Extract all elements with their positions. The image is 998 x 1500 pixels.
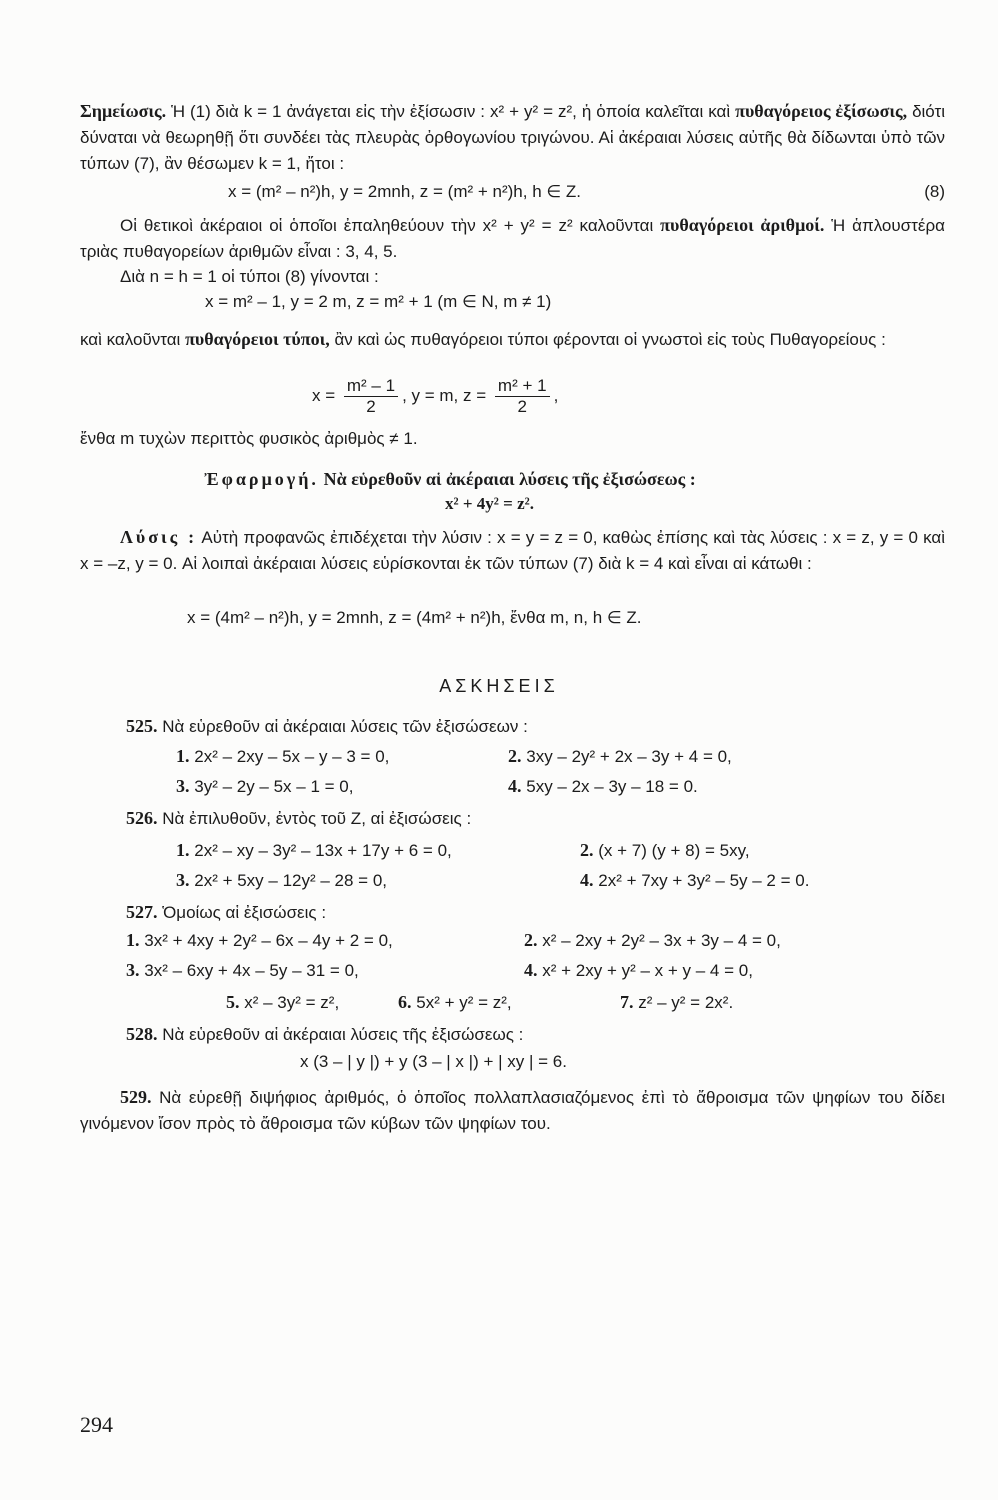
pythagorean-numbers-paragraph [80, 212, 945, 265]
remark-bold-2: πυθαγόρειοι ἀριθμοί. [660, 215, 825, 235]
part-number: 1. [126, 930, 140, 950]
remark-text-5: Διὰ n = h = 1 οἱ τύποι (8) γίνονται : [120, 267, 379, 286]
fraction-z-numerator: m² + 1 [495, 376, 550, 397]
part-equation: 2x² + 5xy – 12y² – 28 = 0, [194, 871, 388, 890]
exercise-number: 529. [120, 1087, 152, 1107]
exercise-part [126, 960, 359, 981]
fraction-y-middle: , y = m, z = [402, 385, 487, 405]
part-equation: 2x² + 7xy + 3y² – 5y – 2 = 0. [598, 871, 810, 890]
application-label: Ἐφαρμογή. [204, 469, 319, 489]
fraction-z [495, 376, 550, 417]
exercise-part [176, 776, 353, 797]
exercise-part [508, 776, 698, 797]
remark-text-4: Ἡ ἁπλουστέρα τριὰς πυθαγορείων ἀριθμῶν εἶναι : 3, 4, 5. [80, 216, 945, 261]
application-heading [80, 466, 820, 493]
solution-paragraph [80, 524, 945, 577]
remark-text-3: Οἱ θετικοὶ ἀκέραιοι οἱ ὁποῖοι ἐπαληθεύουν τὴν x² + y² = z² καλοῦνται [120, 216, 654, 235]
part-number: 4. [508, 776, 522, 796]
exercise-part [176, 840, 452, 861]
remark-text-6: καὶ καλοῦνται [80, 330, 181, 349]
part-equation: 3x² + 4xy + 2y² – 6x – 4y + 2 = 0, [144, 931, 393, 950]
exercise-part [580, 870, 809, 891]
exercise-part [226, 992, 339, 1013]
fraction-z-denominator: 2 [517, 397, 527, 416]
exercise-text: Νὰ ἐπιλυθοῦν, ἐντὸς τοῦ Z, αἱ ἐξισώσεις : [162, 809, 472, 828]
part-number: 2. [508, 746, 522, 766]
part-equation: 5x² + y² = z², [416, 993, 512, 1012]
fraction-x-numerator: m² – 1 [344, 376, 398, 397]
pythagorean-formulas-paragraph [80, 326, 945, 353]
part-equation: x² – 3y² = z², [244, 993, 340, 1012]
page-number: 294 [80, 1412, 113, 1437]
exercise-number: 525. [126, 716, 158, 736]
exercise-part [126, 930, 393, 951]
nh-paragraph [80, 264, 945, 290]
solution-label: Λύσις : [120, 527, 198, 547]
exercise-525 [126, 716, 528, 737]
remark-bold-3: πυθαγόρειοι τύποι, [185, 329, 330, 349]
exercise-number: 528. [126, 1024, 158, 1044]
solution-text: Αὐτὴ προφανῶς ἐπιδέχεται τὴν λύσιν : x = y = z = 0, καθὼς ἐπίσης καὶ τὰς λύσεις : x = z, y = 0 καὶ x = –z, y = 0. Αἱ λοιπαὶ ἀκέραιαι λύσεις εὑρίσκονται ἐκ τῶν τύπων (7) διὰ k = 4 καὶ εἶναι αἱ κάτωθι : [80, 528, 945, 573]
exercise-part [176, 746, 389, 767]
odd-m-paragraph [80, 426, 945, 452]
exercise-text: Ὁμοίως αἱ ἐξισώσεις : [162, 903, 327, 922]
remark-bold-1: πυθαγόρειος ἐξίσωσις, [735, 101, 908, 121]
part-number: 3. [126, 960, 140, 980]
application-equation: x² + 4y² = z². [445, 494, 534, 513]
remark-text-1: Ἡ (1) διὰ k = 1 ἀνάγεται εἰς τὴν ἐξίσωσιν : x² + y² = z², ἡ ὁποία καλεῖται καὶ [171, 102, 731, 121]
part-equation: x² + 2xy + y² – x + y – 4 = 0, [542, 961, 753, 980]
remark-text-2: διότι δύναται νὰ θεωρηθῇ ὅτι συνδέει τὰς πλευρὰς ὀρθογωνίου τριγώνου. Αἱ ἀκέραιαι λύσεις αὐτῆς θὰ δίδωνται ὑπὸ τῶν τύπων (7), ἂν θέσωμεν k = 1, ἤτοι : [80, 102, 946, 173]
equation-8-text: x = (m² – n²)h, y = 2mnh, z = (m² + n²)h, h ∈ Z. [228, 182, 582, 201]
fraction-equation [312, 376, 558, 417]
exercises-title: ΑΣΚΗΣΕΙΣ [439, 676, 559, 696]
exercise-text: Νὰ εὑρεθοῦν αἱ ἀκέραιαι λύσεις τῆς ἐξισώσεως : [162, 1025, 524, 1044]
remark-text-7: ἂν καὶ ὡς πυθαγόρειοι τύποι φέρονται οἱ γνωστοὶ εἰς τοὺς Πυθαγορείους : [334, 330, 886, 349]
exercise-number: 526. [126, 808, 158, 828]
exercise-text: Νὰ εὑρεθοῦν αἱ ἀκέραιαι λύσεις τῶν ἐξισώσεων : [162, 717, 528, 736]
part-number: 6. [398, 992, 412, 1012]
fraction-end: , [553, 385, 559, 405]
equation-nh: x = m² – 1, y = 2 m, z = m² + 1 (m ∈ N, m ≠ 1) [205, 292, 552, 311]
part-equation: 2x² – xy – 3y² – 13x + 17y + 6 = 0, [194, 841, 452, 860]
exercise-527 [126, 902, 326, 923]
part-equation: 3x² – 6xy + 4x – 5y – 31 = 0, [144, 961, 359, 980]
application-formula: x = (4m² – n²)h, y = 2mnh, z = (4m² + n²)h, ἔνθα m, n, h ∈ Z. [187, 608, 642, 627]
exercise-part [176, 870, 387, 891]
equation-8-number: (8) [924, 182, 945, 201]
exercise-528-equation: x (3 – | y |) + y (3 – | x |) + | xy | = 6. [300, 1052, 567, 1071]
exercise-part [524, 930, 781, 951]
part-equation: 3xy – 2y² + 2x – 3y + 4 = 0, [526, 747, 732, 766]
part-equation: (x + 7) (y + 8) = 5xy, [598, 841, 750, 860]
part-number: 2. [524, 930, 538, 950]
part-equation: 2x² – 2xy – 5x – y – 3 = 0, [194, 747, 390, 766]
exercise-529 [80, 1084, 945, 1137]
part-equation: x² – 2xy + 2y² – 3x + 3y – 4 = 0, [542, 931, 781, 950]
exercise-text: Νὰ εὑρεθῇ διψήφιος ἀριθμός, ὁ ὁποῖος πολλαπλασιαζόμενος ἐπὶ τὸ ἄθροισμα τῶν ψηφίων του δίδει γινόμενον ἴσον πρὸς τὸ ἄθροισμα τῶν κύβων τῶν ψηφίων του. [80, 1088, 945, 1133]
part-number: 1. [176, 746, 190, 766]
remark-text-8: ἔνθα m τυχὼν περιττὸς φυσικὸς ἀριθμὸς ≠ 1. [80, 429, 418, 448]
part-number: 5. [226, 992, 240, 1012]
exercise-part [508, 746, 732, 767]
exercise-number: 527. [126, 902, 158, 922]
part-number: 3. [176, 776, 190, 796]
part-number: 1. [176, 840, 190, 860]
exercise-part [580, 840, 750, 861]
part-number: 7. [620, 992, 634, 1012]
part-equation: 3y² – 2y – 5x – 1 = 0, [194, 777, 354, 796]
part-number: 4. [524, 960, 538, 980]
exercise-526 [126, 808, 471, 829]
equation-8 [228, 182, 945, 202]
exercise-part [398, 992, 512, 1013]
fraction-x [344, 376, 398, 417]
exercise-part [524, 960, 753, 981]
part-number: 4. [580, 870, 594, 890]
fraction-x-lhs: x = [312, 385, 336, 405]
exercise-part [620, 992, 733, 1013]
fraction-x-denominator: 2 [366, 397, 376, 416]
exercise-528 [126, 1024, 523, 1045]
remark-paragraph [80, 98, 945, 177]
application-title: Νὰ εὑρεθοῦν αἱ ἀκέραιαι λύσεις τῆς ἐξισώσεως : [323, 469, 696, 489]
part-equation: z² – y² = 2x². [638, 993, 734, 1012]
part-number: 2. [580, 840, 594, 860]
remark-label: Σημείωσις. [80, 101, 167, 121]
part-number: 3. [176, 870, 190, 890]
part-equation: 5xy – 2x – 3y – 18 = 0. [526, 777, 698, 796]
